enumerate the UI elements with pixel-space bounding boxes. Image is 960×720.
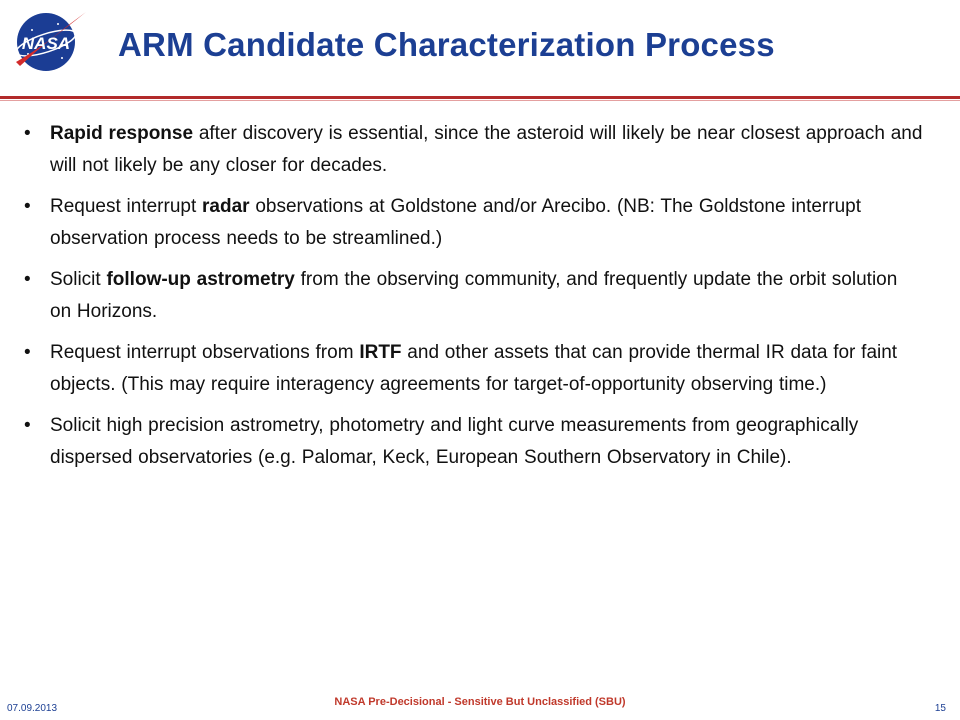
bullet-text: and other assets that can provide thermal IR data for faint objects. (This may require interagency agreements for target-of-opportunity observing time.) [50,342,898,395]
nasa-logo [10,6,92,74]
bullet-marker: • [24,123,31,144]
bullet-emphasis: radar [202,196,250,217]
title-divider [0,96,960,99]
bullet-text: Solicit [50,269,107,290]
slide-title: ARM Candidate Characterization Process [118,26,775,63]
bullet-emphasis: follow-up astrometry [106,269,295,290]
bullet-text: from the observing community, and frequently update the orbit solution on Horizons. [50,269,898,322]
bullet-text: Solicit high precision astrometry, photometry and light curve measurements from geographically dispersed observatories (e.g. Palomar, Keck, European Southern Observatory in Chile). [50,415,859,468]
bullet-emphasis: IRTF [359,342,402,363]
footer-classification: NASA Pre-Decisional - Sensitive But Unclassified (SBU) [334,696,626,708]
bullet-text: Request interrupt observations from [50,342,360,363]
bullet-item [24,337,924,401]
nasa-logo-text: NASA [21,34,71,53]
bullet-item [24,410,924,474]
bullet-marker: • [24,415,31,436]
bullet-item [24,191,924,255]
bullet-emphasis: Rapid response [50,123,194,144]
bullet-marker: • [24,342,31,363]
bullet-text: Request interrupt [50,196,203,217]
bullet-text: observations at Goldstone and/or Arecibo. (NB: The Goldstone interrupt observation process needs to be streamlined.) [50,196,861,249]
footer-page-number: 15 [934,703,946,714]
bullet-text: after discovery is essential, since the asteroid will likely be near closest approach and will not likely be any closer for decades. [50,123,923,176]
bullet-item [24,264,924,328]
title-divider-shadow [0,100,960,101]
footer-date: 07.09.2013 [7,703,58,714]
bullet-marker: • [24,269,31,290]
bullet-list [24,118,924,483]
bullet-marker: • [24,196,31,217]
bullet-item [24,118,924,182]
